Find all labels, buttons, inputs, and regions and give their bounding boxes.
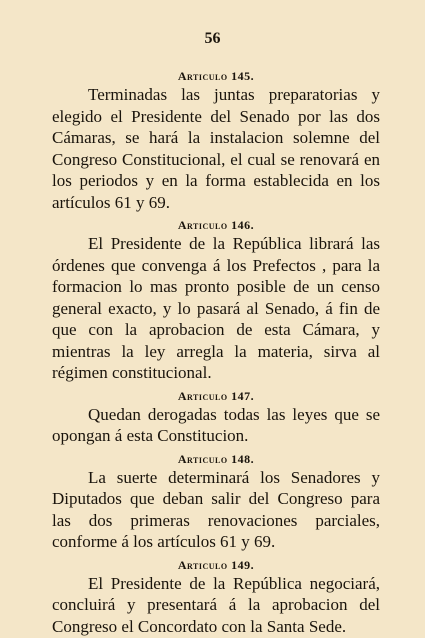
article-heading: Articulo 146. — [177, 218, 255, 232]
article-147 — [52, 388, 380, 447]
article-text: El Presidente de la República negociará, concluirá y presentará á la aprobacion del Congreso el Concordato con la Santa Sede. — [52, 573, 380, 636]
article-145 — [52, 68, 380, 213]
article-heading: Articulo 149. — [177, 557, 255, 572]
article-146 — [52, 217, 380, 384]
article-heading: Articulo 145. — [177, 69, 255, 83]
article-text: Terminadas las juntas preparatorias y elegido el Presidente del Senado por las dos Cámaras, se hará la instalacion solemne del Congreso Constitucional, el cual se renovará en los periodos y en la forma establecida en los artículos 61 y 69. — [52, 85, 380, 212]
article-text: Quedan derogadas todas las leyes que se opongan á esta Constitucion. — [52, 404, 380, 445]
articles-container — [52, 64, 380, 637]
article-text: La suerte determinará los Senadores y Diputados que deban salir del Congreso para las dos primeras renovaciones parciales, conforme á los artículos 61 y 69. — [52, 467, 380, 551]
article-148 — [52, 451, 380, 553]
article-heading: Articulo 147. — [177, 388, 255, 403]
article-149 — [52, 557, 380, 638]
article-heading: Articulo 148. — [177, 451, 255, 466]
page-number: 56 — [204, 30, 221, 47]
article-text: El Presidente de la República librará las órdenes que convenga á los Prefectos , para la formacion lo mas pronto posible de un censo general exacto, y lo pasará al Senado, á fin de que con la aprobacion de esta Cámara, y mientras la ley arregla la materia, sirva al régimen constitucional. — [52, 234, 380, 382]
